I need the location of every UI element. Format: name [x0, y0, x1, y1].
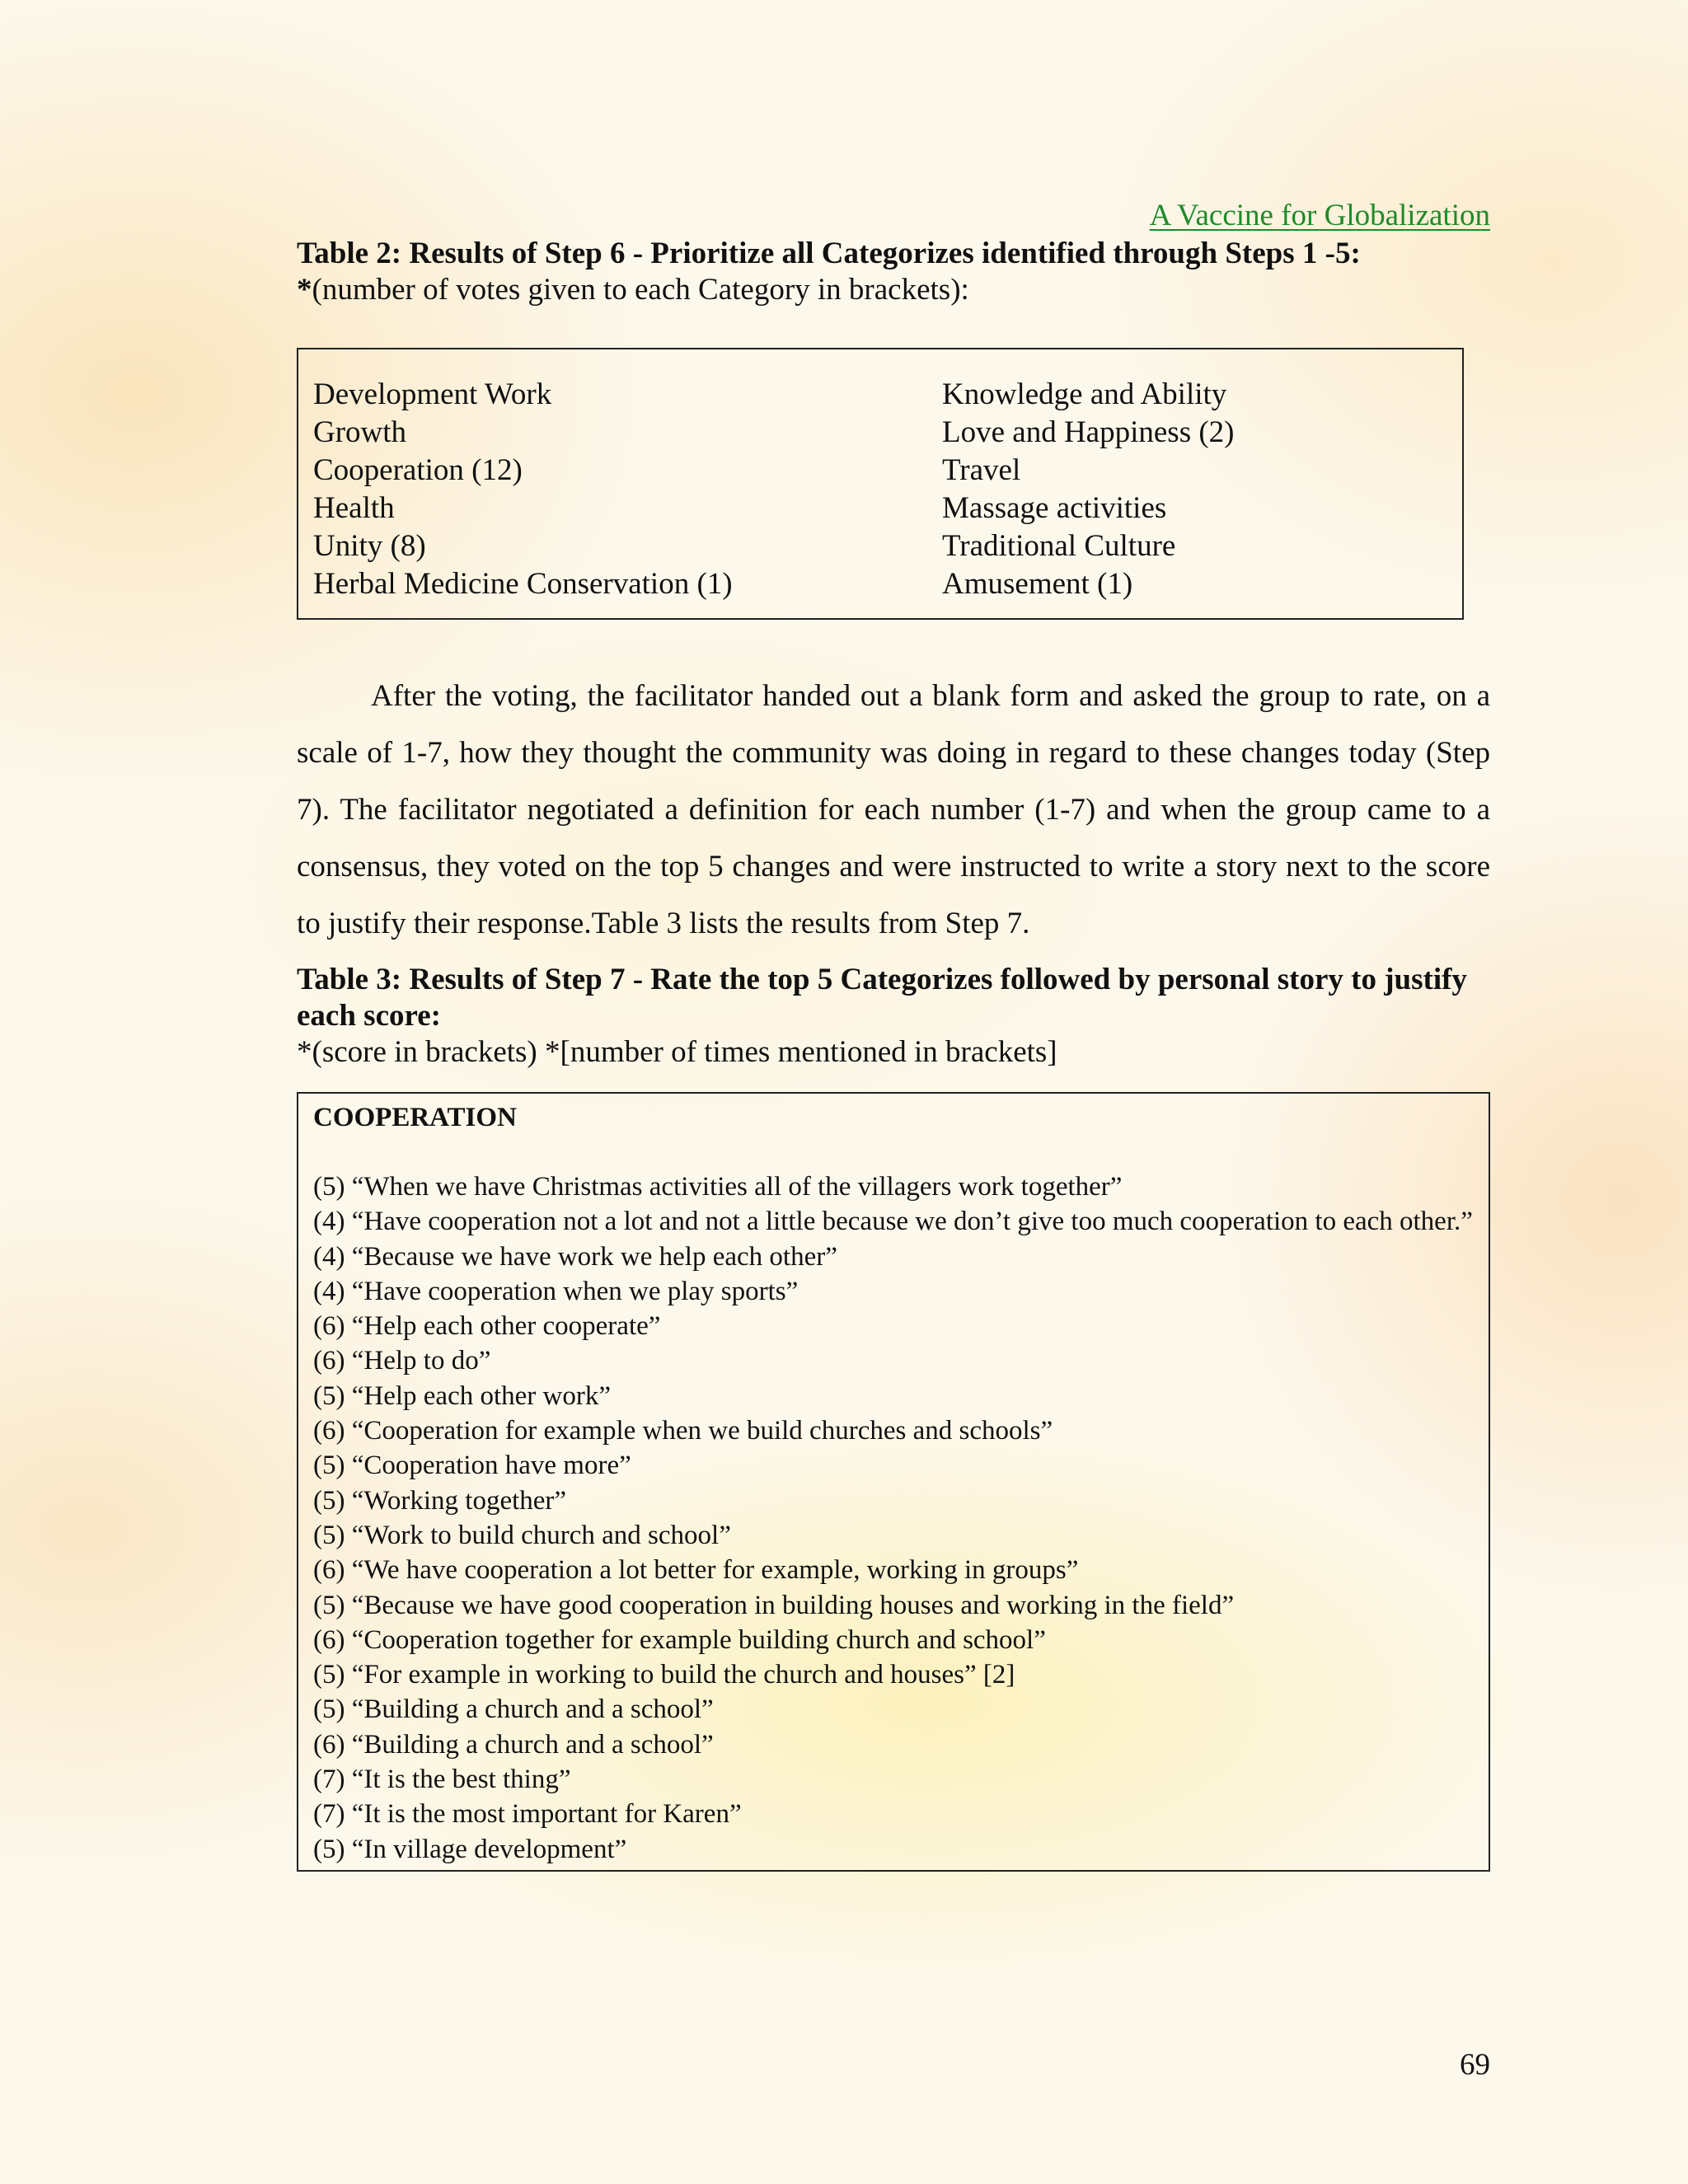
category-item: Travel — [942, 453, 1021, 487]
story-item: (6) “Cooperation for example when we build churches and schools” — [313, 1416, 1053, 1446]
category-item: Knowledge and Ability — [942, 377, 1227, 411]
category-item: Growth — [313, 415, 407, 449]
category-item: Amusement (1) — [942, 567, 1133, 601]
story-item: (5) “Help each other work” — [313, 1380, 611, 1411]
story-item: (5) “Working together” — [313, 1485, 567, 1516]
stories-heading: COOPERATION — [313, 1103, 517, 1132]
story-item: (7) “It is the most important for Karen” — [313, 1799, 742, 1830]
document-page — [297, 196, 1490, 1872]
table3-note: *(score in brackets) *[number of times mentioned in brackets] — [297, 1035, 1057, 1069]
story-item: (6) “Cooperation together for example building church and school” — [313, 1624, 1046, 1655]
running-header-link[interactable]: A Vaccine for Globalization — [1149, 199, 1490, 232]
category-item: Love and Happiness (2) — [942, 415, 1235, 449]
story-item: (5) “Building a church and a school” — [313, 1694, 714, 1725]
category-item: Herbal Medicine Conservation (1) — [313, 567, 733, 601]
story-item: (4) “Because we have work we help each other” — [313, 1241, 837, 1272]
story-item: (5) “Cooperation have more” — [313, 1451, 631, 1481]
story-item: (4) “Have cooperation when we play sports” — [313, 1276, 799, 1306]
category-item: Cooperation (12) — [313, 453, 523, 487]
story-item: (5) “Because we have good cooperation in building houses and working in the field” — [313, 1590, 1235, 1620]
story-item: (5) “For example in working to build the church and houses” [2] — [313, 1660, 1015, 1690]
stories-table — [297, 1092, 1490, 1872]
category-item: Massage activities — [942, 491, 1167, 525]
body-paragraph: After the voting, the facilitator handed out a blank form and asked the group to rate, on a scale of 1-7, how they thought the community was doing in regard to these changes today (Step 7). The facilitator negotiated a definition for each number (1-7) and when the group came to a consensus, they voted on the top 5 changes and were instructed to write a story next to the score to justify their response.Table 3 lists the results from Step 7. — [297, 679, 1490, 940]
categories-left-column — [313, 376, 942, 603]
story-item: (6) “Help to do” — [313, 1346, 491, 1376]
categories-table — [297, 348, 1464, 620]
story-item: (6) “Building a church and a school” — [313, 1729, 714, 1760]
categories-right-column — [942, 376, 1447, 603]
table2-note-star: * — [297, 273, 312, 307]
table2-caption: Table 2: Results of Step 6 - Prioritize all Categorizes identified through Steps 1 -5: — [297, 237, 1361, 270]
story-item: (4) “Have cooperation not a lot and not a little because we don’t give too much cooperation to each other.” — [313, 1207, 1473, 1237]
story-item: (5) “In village development” — [313, 1834, 627, 1864]
category-item: Health — [313, 491, 395, 525]
story-item: (7) “It is the best thing” — [313, 1765, 571, 1795]
story-item: (6) “Help each other cooperate” — [313, 1311, 661, 1342]
category-item: Unity (8) — [313, 529, 426, 563]
story-item: (5) “Work to build church and school” — [313, 1520, 731, 1550]
story-item: (6) “We have cooperation a lot better for example, working in groups” — [313, 1555, 1079, 1586]
table2-note — [297, 272, 1490, 308]
category-item: Traditional Culture — [942, 529, 1176, 563]
story-item: (5) “When we have Christmas activities all of the villagers work together” — [313, 1172, 1123, 1202]
category-item: Development Work — [313, 377, 552, 411]
table2-note-text: (number of votes given to each Category in brackets): — [312, 273, 969, 307]
table3-caption: Table 3: Results of Step 7 - Rate the top 5 Categorizes followed by personal story to justify each score: — [297, 963, 1467, 1033]
page-number: 69 — [1460, 2048, 1490, 2082]
